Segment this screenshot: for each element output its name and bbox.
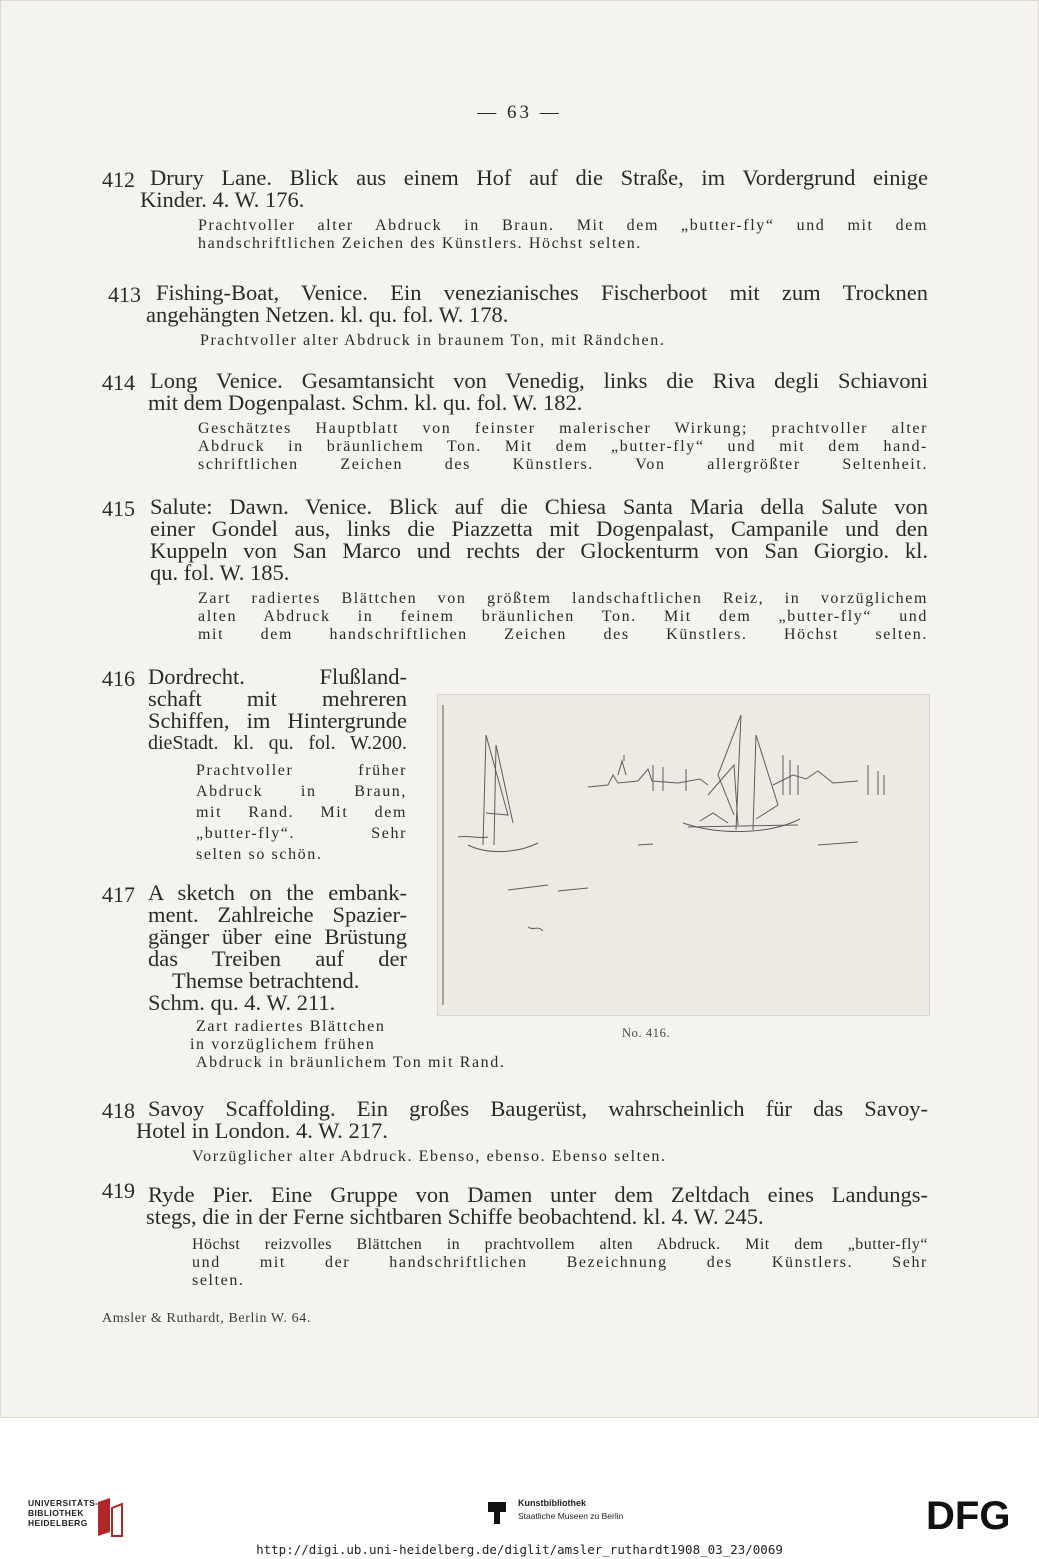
title-line: Hotel in London. 4. W. 217. xyxy=(136,1118,388,1143)
entry-description xyxy=(192,1148,928,1166)
entry-number: 412 xyxy=(102,167,135,192)
catalog-entry-417 xyxy=(102,880,506,1072)
catalog-entry-419 xyxy=(102,1178,928,1290)
title-line: dieStadt. kl. qu. fol. W.200. xyxy=(148,732,407,754)
university-line: BIBLIOTHEK xyxy=(28,1508,84,1518)
figure-caption: No. 416. xyxy=(622,1026,671,1040)
title-line: gänger über eine Brüstung xyxy=(148,924,407,949)
entry-title xyxy=(148,1184,928,1228)
title-line: einer Gondel aus, links die Piazzetta mit Dogenpalast, Campanile und den xyxy=(150,516,928,541)
entry-number: 414 xyxy=(102,370,135,395)
title-line: schaft mit mehreren xyxy=(148,686,407,711)
title-line: stegs, die in der Ferne sichtbaren Schiffe beobachtend. kl. 4. W. 245. xyxy=(146,1204,764,1229)
publisher-imprint: Amsler & Ruthardt, Berlin W. 64. xyxy=(102,1311,311,1326)
desc-line: Zart radiertes Blättchen von größtem landschaftlichen Reiz, in vorzüglichem xyxy=(198,590,928,607)
catalog-entry-413 xyxy=(108,282,928,350)
title-line: Themse betrachtend. xyxy=(172,968,360,993)
catalog-entry-412 xyxy=(102,167,928,253)
title-line: Ryde Pier. Eine Gruppe von Damen unter dem Zeltdach eines Landungs- xyxy=(148,1182,928,1207)
kb-subtitle: Staatliche Museen zu Berlin xyxy=(518,1511,624,1521)
desc-line: Vorzüglicher alter Abdruck. Ebenso, ebenso. Ebenso selten. xyxy=(192,1148,667,1165)
title-line: mit dem Dogenpalast. Schm. kl. qu. fol. W. 182. xyxy=(148,390,583,415)
desc-line: Geschätztes Hauptblatt von feinster malerischer Wirkung; prachtvoller alter xyxy=(198,420,928,437)
title-line: Schiffen, im Hintergrunde xyxy=(148,708,407,733)
desc-line: handschriftlichen Zeichen des Künstlers. Höchst selten. xyxy=(198,235,642,252)
etching-illustration xyxy=(437,694,930,1016)
title-line: A sketch on the embank- xyxy=(148,880,407,905)
entry-description xyxy=(200,332,928,350)
catalog-entry-414 xyxy=(102,370,928,474)
entry-description xyxy=(198,590,928,644)
university-line: UNIVERSITÄTS- xyxy=(28,1498,99,1508)
desc-line: Prachtvoller alter Abdruck in braunem Ton, mit Rändchen. xyxy=(200,332,666,349)
desc-line: „butter-fly“. Sehr xyxy=(196,825,407,842)
entry-title xyxy=(146,280,928,327)
entry-number: 417 xyxy=(102,882,135,907)
desc-line: in vorzüglichem frühen xyxy=(190,1036,376,1053)
desc-line: selten. xyxy=(192,1272,245,1289)
catalog-entry-415 xyxy=(102,496,928,644)
university-line: HEIDELBERG xyxy=(28,1518,88,1528)
digitization-footer xyxy=(0,1418,1039,1559)
title-line: qu. fol. W. 185. xyxy=(150,560,290,585)
desc-line: Abdruck in bräunlichem Ton. Mit dem „butter-fly“ und mit dem hand- xyxy=(198,438,928,455)
desc-line: Abdruck in Braun, xyxy=(196,783,407,800)
entry-description xyxy=(198,217,928,253)
desc-line: Zart radiertes Blättchen xyxy=(196,1018,386,1035)
title-line: Schm. qu. 4. W. 211. xyxy=(148,990,336,1015)
desc-line: Abdruck in bräunlichem Ton mit Rand. xyxy=(196,1054,506,1071)
entry-description xyxy=(192,1236,928,1290)
dfg-logo: DFG xyxy=(926,1494,1011,1538)
title-line: Savoy Scaffolding. Ein großes Baugerüst, wahrscheinlich für das Savoy- xyxy=(148,1096,928,1121)
entry-title xyxy=(148,882,407,1014)
entry-title xyxy=(150,496,928,584)
entry-title xyxy=(136,1096,928,1143)
catalog-entry-418 xyxy=(102,1098,928,1166)
permalink-url[interactable]: http://digi.ub.uni-heidelberg.de/diglit/amsler_ruthardt1908_03_23/0069 xyxy=(256,1542,783,1557)
desc-line: alten Abdruck in feinem bräunlichen Ton. Mit dem „butter-fly“ und xyxy=(198,608,928,625)
title-line: ment. Zahlreiche Spazier- xyxy=(148,902,407,927)
kb-title: Kunstbibliothek xyxy=(518,1498,586,1508)
title-line: Kinder. 4. W. 176. xyxy=(140,187,305,212)
desc-line: selten so schön. xyxy=(196,846,323,863)
entry-number: 415 xyxy=(102,496,135,521)
entry-title xyxy=(140,165,928,212)
desc-line: mit Rand. Mit dem xyxy=(196,804,407,821)
title-line: Dordrecht. Flußland- xyxy=(148,664,407,689)
desc-line: schriftlichen Zeichen des Künstlers. Von allergrößter Seltenheit. xyxy=(198,456,928,473)
title-line: Fishing-Boat, Venice. Ein venezianisches Fischerboot mit zum Trocknen xyxy=(156,280,928,305)
etching-dordrecht-sketch xyxy=(438,695,929,1015)
desc-line: mit dem handschriftlichen Zeichen des Künstlers. Höchst selten. xyxy=(198,626,928,643)
title-line: Long Venice. Gesamtansicht von Venedig, links die Riva degli Schiavoni xyxy=(150,368,928,393)
title-line: Kuppeln von San Marco und rechts der Glockenturm von San Giorgio. kl. xyxy=(150,538,928,563)
entry-description xyxy=(196,760,407,865)
university-logo-icon xyxy=(96,1496,124,1538)
entry-title xyxy=(150,370,928,414)
entry-number: 418 xyxy=(102,1098,135,1123)
entry-description xyxy=(198,420,928,474)
entry-number: 419 xyxy=(102,1178,135,1203)
desc-line: und mit der handschriftlichen Bezeichnung des Künstlers. Sehr xyxy=(192,1254,928,1271)
desc-line: Prachtvoller alter Abdruck in Braun. Mit dem „butter-fly“ und mit dem xyxy=(198,217,928,234)
university-library-label xyxy=(28,1498,98,1528)
entry-title xyxy=(148,666,407,754)
title-line: das Treiben auf der xyxy=(148,946,407,971)
desc-line: Prachtvoller früher xyxy=(196,762,407,779)
desc-line: Höchst reizvolles Blättchen in prachtvollem alten Abdruck. Mit dem „butter-fly“ xyxy=(192,1236,928,1253)
page-number: — 63 — xyxy=(477,102,562,123)
catalog-entry-416 xyxy=(102,666,407,865)
title-line: angehängten Netzen. kl. qu. fol. W. 178. xyxy=(146,302,509,327)
entry-number: 413 xyxy=(108,282,141,307)
title-line: Drury Lane. Blick aus einem Hof auf die Straße, im Vordergrund einige xyxy=(150,165,928,190)
title-line: Salute: Dawn. Venice. Blick auf die Chiesa Santa Maria della Salute von xyxy=(150,494,928,519)
entry-number: 416 xyxy=(102,666,135,691)
eagle-icon xyxy=(484,1498,510,1528)
